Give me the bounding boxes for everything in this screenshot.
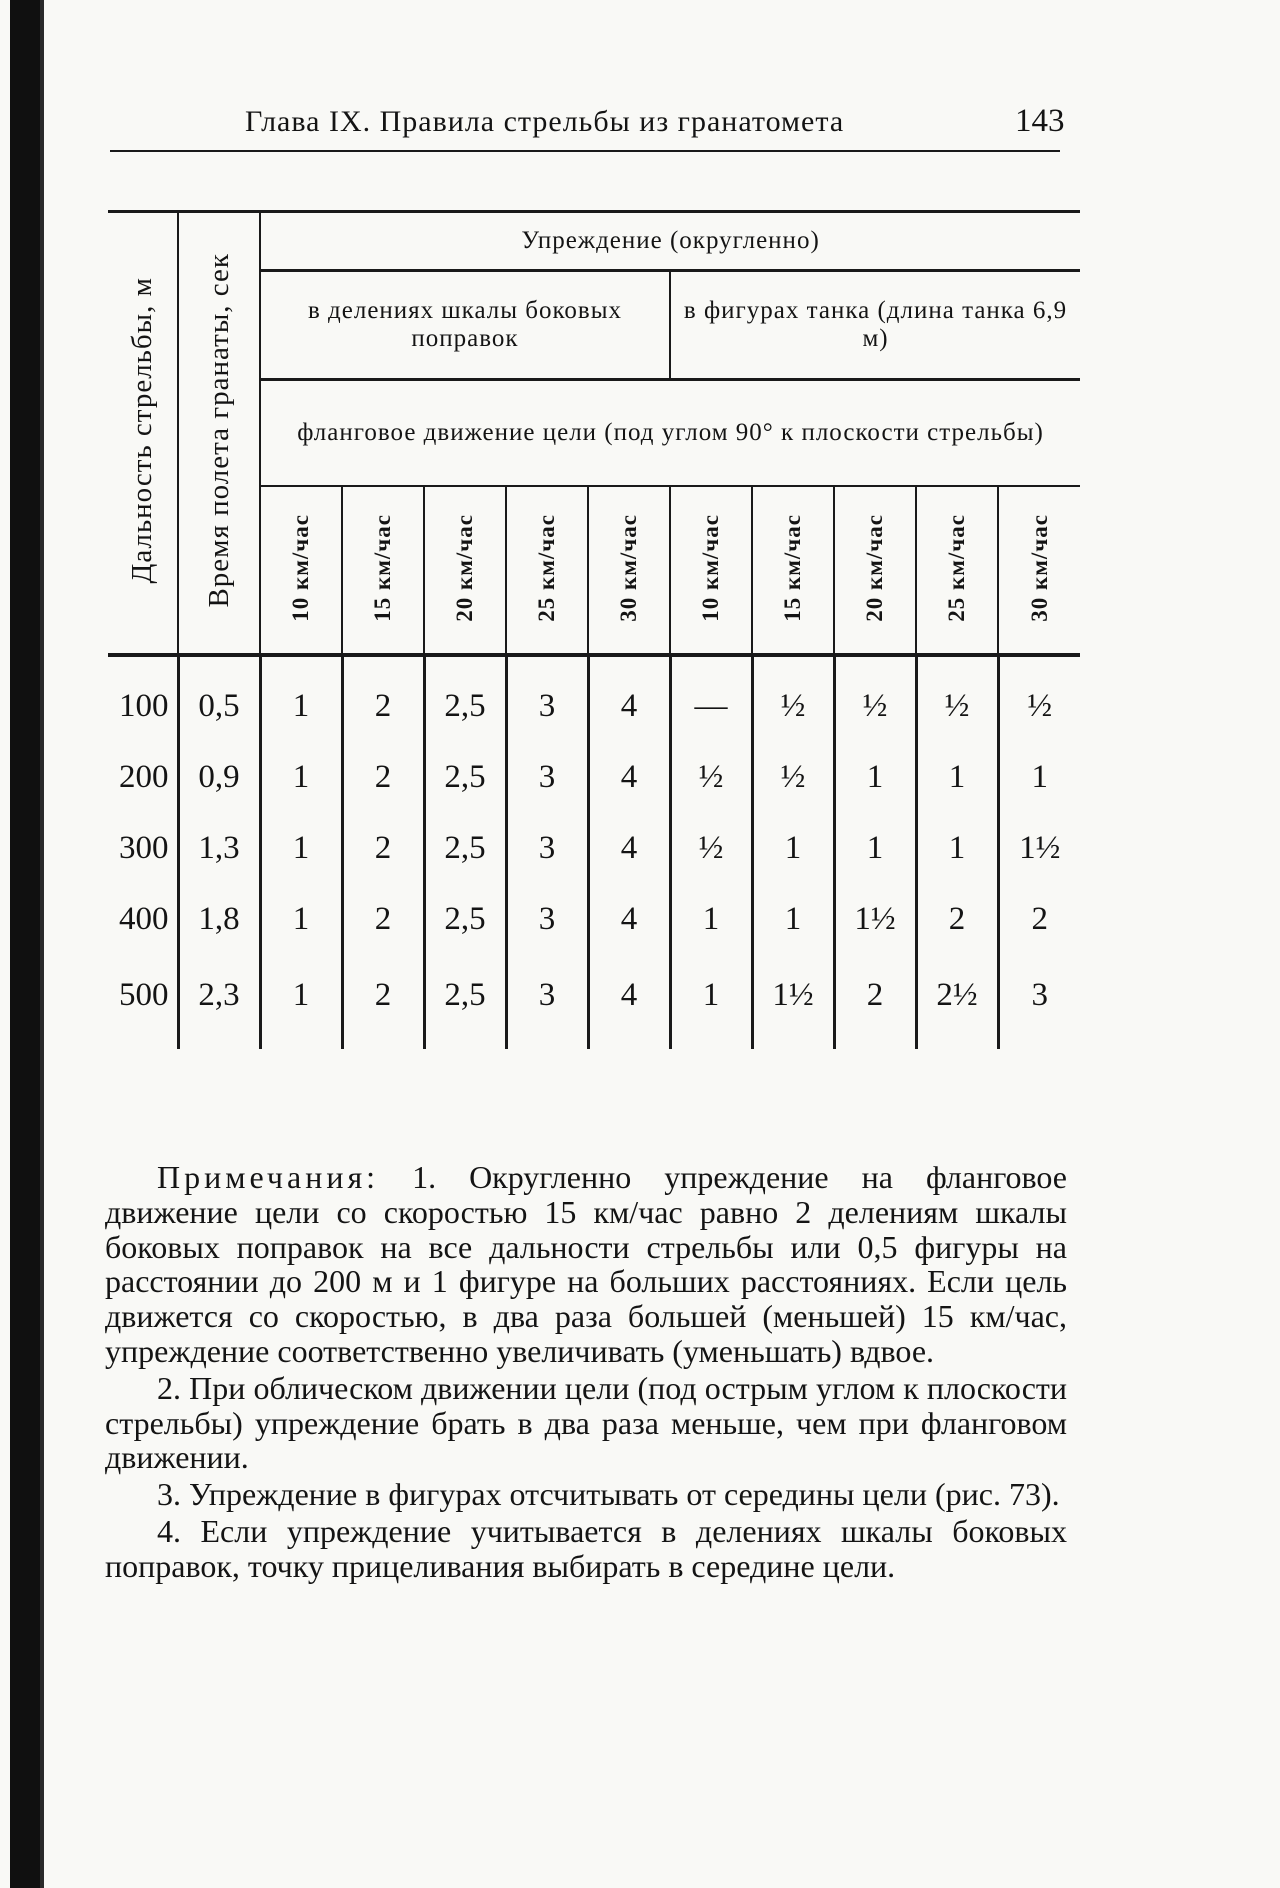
- lead-cell: ½: [752, 655, 834, 742]
- note-1-text: 1. Округленно упреждение на фланговое движение цели со скоростью 15 км/час равно 2 делениям шкалы боковых поправок на все дальности стрельбы или 0,5 фигуры на расстоянии до 200 м и 1 фигуре на больших расстояниях. Если цель движется со скоростью, в два раза большей (меньшей) 15 км/час, упреждение соответственно увеличивать (уменьшать) вдвое.: [105, 1159, 1068, 1369]
- lead-cell: 2,5: [424, 655, 506, 742]
- lead-cell: 2: [342, 742, 424, 813]
- lead-cell: 1: [260, 884, 342, 955]
- lead-cell: ½: [834, 655, 916, 742]
- speed-label: 25 км/час: [534, 513, 559, 622]
- speed-label: 25 км/час: [944, 513, 969, 622]
- lead-cell: 2½: [916, 955, 998, 1049]
- note-4: 4. Если упреждение учитывается в делениях шкалы боковых поправок, точку прицеливания выбирать в середине цели.: [105, 1512, 1067, 1584]
- speed-header: [916, 486, 998, 655]
- table-row: [108, 813, 1080, 884]
- speed-label: 30 км/час: [616, 513, 641, 622]
- lead-cell: 2: [342, 813, 424, 884]
- speed-header: [998, 486, 1080, 655]
- lead-cell: 1½: [752, 955, 834, 1049]
- flight-time-cell: 0,5: [178, 655, 260, 742]
- range-cell: 300: [119, 830, 169, 866]
- lead-cell: 3: [998, 955, 1080, 1049]
- lead-cell: 1: [752, 813, 834, 884]
- speed-header: [506, 486, 588, 655]
- lead-cell: ½: [670, 742, 752, 813]
- lead-cell: 1: [260, 655, 342, 742]
- flight-time-column-header: [178, 212, 260, 656]
- page-binding-shadow: [40, 0, 44, 1888]
- lead-cell: ½: [752, 742, 834, 813]
- speed-label: 30 км/час: [1026, 513, 1052, 622]
- speed-label: 20 км/час: [862, 513, 887, 622]
- lead-cell: 1: [260, 955, 342, 1049]
- notes-section: [105, 1160, 1067, 1586]
- running-head: Глава IX. Правила стрельбы из гранатомета: [245, 105, 845, 138]
- lead-cell: 4: [588, 813, 670, 884]
- table-row: [108, 655, 1080, 742]
- note-2: 2. При облическом движении цели (под острым углом к плоскости стрельбы) упреждение брать в два раза меньше, чем при фланговом движении.: [105, 1369, 1067, 1476]
- lead-cell: 1: [670, 955, 752, 1049]
- lead-cell: 1: [916, 742, 998, 813]
- flight-time-cell: 0,9: [178, 742, 260, 813]
- lead-cell: 2: [342, 884, 424, 955]
- table-row: [108, 884, 1080, 955]
- speed-label: 20 км/час: [452, 513, 477, 622]
- lead-cell: ½: [998, 655, 1080, 742]
- range-column-header: [108, 212, 178, 656]
- speed-header: [342, 486, 424, 655]
- lead-cell: 1½: [998, 813, 1080, 884]
- speed-label: 15 км/час: [370, 513, 395, 622]
- speed-label: 10 км/час: [288, 513, 313, 622]
- lead-cell: 1: [998, 742, 1080, 813]
- lead-cell: 3: [506, 813, 588, 884]
- table-row: [108, 742, 1080, 813]
- flight-time-cell: 1,3: [178, 813, 260, 884]
- lead-cell: 3: [506, 655, 588, 742]
- movement-header: фланговое движение цели (под углом 90° к плоскости стрельбы): [260, 380, 1080, 487]
- range-cell: 200: [119, 759, 169, 795]
- lead-header: Упреждение (округленно): [260, 212, 1080, 271]
- lead-cell: 2: [834, 955, 916, 1049]
- lead-cell: 2,5: [424, 884, 506, 955]
- notes-heading: Примечания:: [157, 1159, 380, 1195]
- lead-cell: 3: [506, 955, 588, 1049]
- flight-time-header-text: Время полета гранаты, сек: [202, 253, 235, 608]
- lead-cell: 3: [506, 884, 588, 955]
- lead-cell: 4: [588, 884, 670, 955]
- lead-cell: —: [670, 655, 752, 742]
- lead-cell: 2: [998, 884, 1080, 955]
- lead-cell: 4: [588, 655, 670, 742]
- lead-cell: 2: [916, 884, 998, 955]
- lead-cell: 1: [670, 884, 752, 955]
- page-binding-edge: [10, 0, 40, 1888]
- speed-header: [834, 486, 916, 655]
- lead-cell: 2: [342, 955, 424, 1049]
- group-header-divisions: в делениях шкалы боковых поправок: [260, 271, 670, 380]
- note-1: [105, 1160, 1067, 1369]
- speed-header: [752, 486, 834, 655]
- speed-header: [424, 486, 506, 655]
- range-cell: 500: [119, 976, 169, 1013]
- lead-cell: 1: [834, 742, 916, 813]
- lead-cell: 1: [752, 884, 834, 955]
- lead-cell: 2,5: [424, 813, 506, 884]
- lead-cell: 1: [834, 813, 916, 884]
- lead-table: [108, 210, 1080, 1049]
- lead-cell: 4: [588, 742, 670, 813]
- lead-cell: 2,5: [424, 742, 506, 813]
- flight-time-cell: 2,3: [178, 955, 260, 1049]
- flight-time-cell: 1,8: [178, 884, 260, 955]
- speed-header: [670, 486, 752, 655]
- range-header-text: Дальность стрельбы, м: [126, 277, 158, 584]
- lead-cell: 1½: [834, 884, 916, 955]
- lead-cell: 1: [916, 813, 998, 884]
- note-3: 3. Упреждение в фигурах отсчитывать от середины цели (рис. 73).: [157, 1476, 1060, 1513]
- range-cell: 100: [119, 688, 169, 724]
- table-row: [108, 955, 1080, 1049]
- group-header-tank-figures: в фигурах танка (длина танка 6,9 м): [670, 271, 1080, 380]
- lead-cell: 1: [260, 742, 342, 813]
- range-cell: 400: [119, 901, 169, 937]
- speed-label: 15 км/час: [780, 513, 805, 622]
- lead-cell: 1: [260, 813, 342, 884]
- header-rule: [110, 150, 1060, 152]
- lead-cell: 4: [588, 955, 670, 1049]
- lead-cell: 2,5: [424, 955, 506, 1049]
- lead-cell: ½: [670, 813, 752, 884]
- speed-header: [588, 486, 670, 655]
- lead-cell: ½: [916, 655, 998, 742]
- speed-label: 10 км/час: [698, 513, 723, 622]
- lead-cell: 2: [342, 655, 424, 742]
- speed-header: [260, 486, 342, 655]
- lead-cell: 3: [506, 742, 588, 813]
- page-number: 143: [1015, 103, 1065, 139]
